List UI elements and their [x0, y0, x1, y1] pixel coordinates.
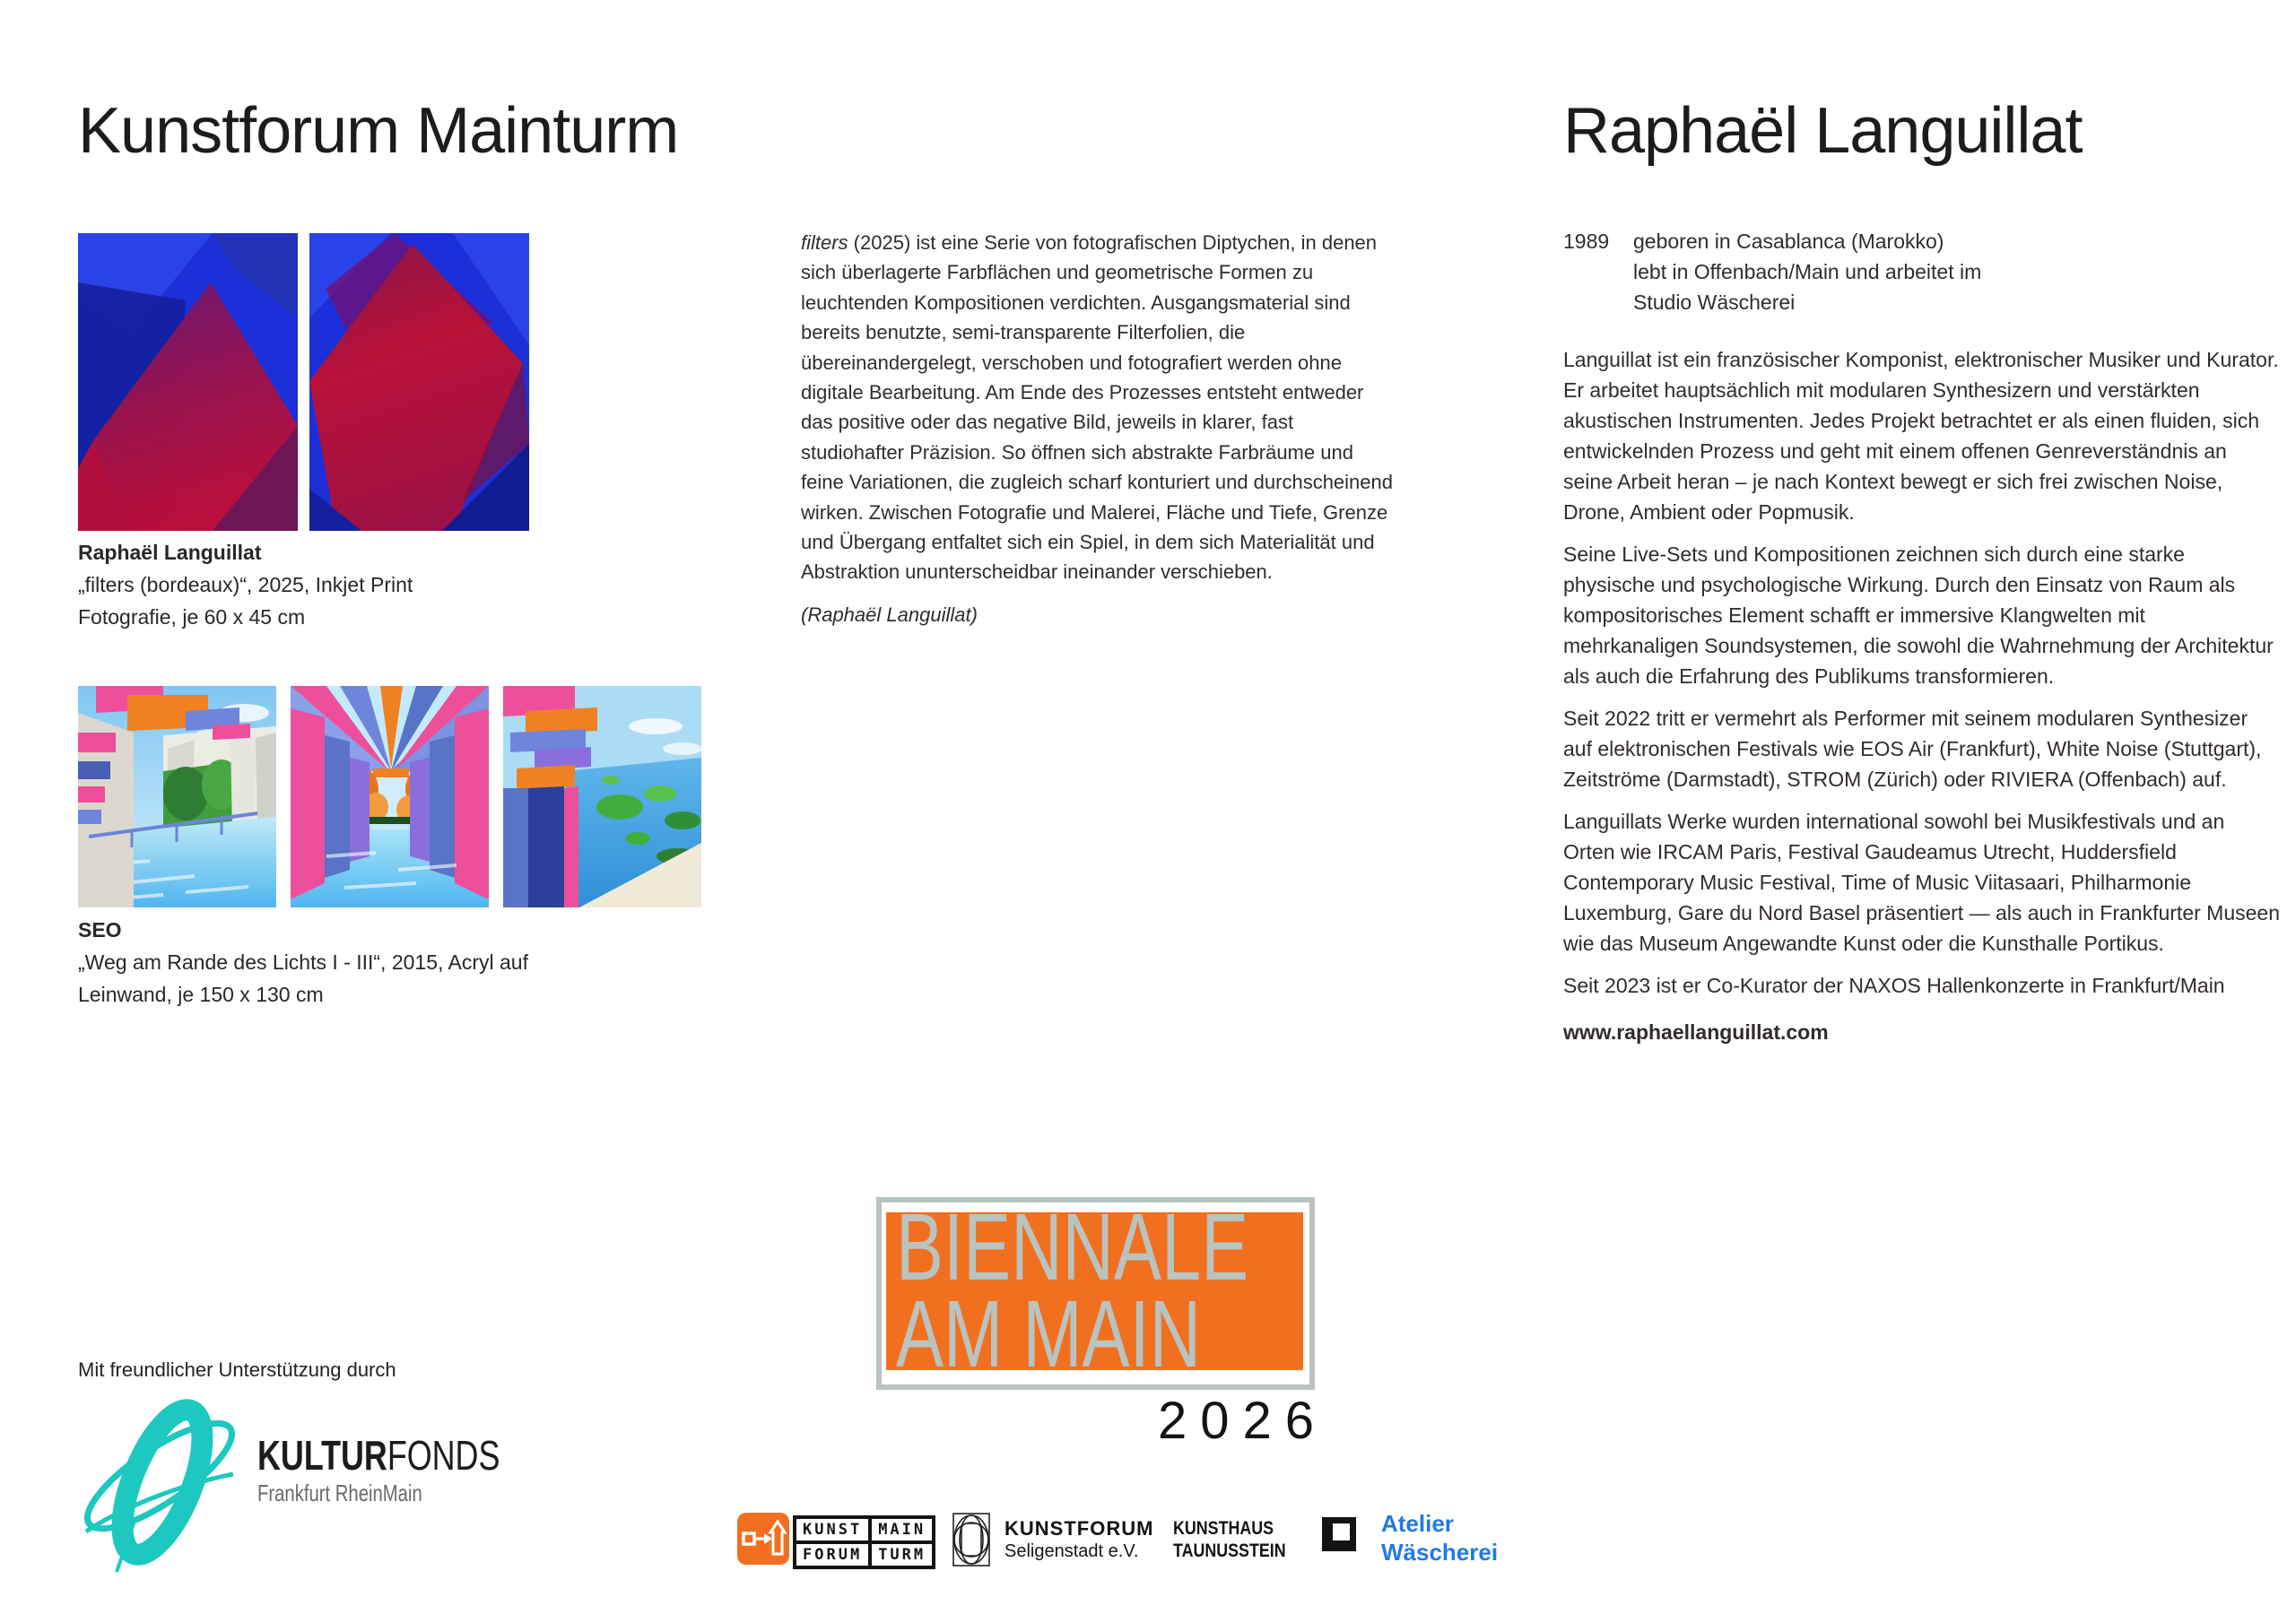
page-title-left: Kunstforum Mainturm [78, 95, 679, 167]
caption-artist-name: SEO [78, 918, 122, 942]
kulturfonds-subtitle: Frankfurt RheinMain [257, 1480, 422, 1506]
mainturm-cell: KUNST [795, 1517, 870, 1542]
bio-paragraph: Seit 2022 tritt er vermehrt als Performer mit seinem modularen Synthesizer auf elektronischen Festivals wie EOS Air (Frankfurt), White Noise (Stuttgart), Zeitströme (Darmstadt), STROM (Zürich) oder RIVIERA (Offenbach) auf. [1563, 707, 2262, 791]
bio-header [1563, 226, 2281, 317]
support-note: Mit freundlicher Unterstützung durch [78, 1358, 396, 1381]
kunsthaus-taunusstein-logo [1173, 1517, 1356, 1562]
page-title-right: Raphaël Languillat [1563, 95, 2083, 167]
bio-line: geboren in Casablanca (Marokko) [1633, 230, 1944, 253]
artwork-weg-panel2-image [291, 686, 489, 907]
kunstforum-mainturm-icon [737, 1513, 789, 1565]
artwork-filters-left-panel-image [78, 233, 298, 531]
statement-body: (2025) ist eine Serie von fotografischen Diptychen, in denen sich überlagerte Farbflächen und geometrische Formen zu leuchtenden Kompositionen verdichten. Ausgangsmaterial sind bereits benutzte, semi-transparente Filterfolien, die übereinandergelegt, verschoben und fotografiert werden ohne digitale Bearbeitung. Am Ende des Prozesses entsteht entweder das positive oder das negative Bild, jeweils in klarer, fast studiohafter Präzision. So öffnen sich abstrakte Farbräume und feine Variationen, die zugleich scharf konturiert und durchscheinend wirken. Zwischen Fotografie und Malerei, Fläche und Tiefe, Grenze und Übergang entfaltet sich ein Spiel, in dem sich Materialität und Abstraktion ununterscheidbar ineinander verschieben. [801, 231, 1393, 584]
biography-column [1563, 226, 2281, 1047]
biennale-wordmark [896, 1194, 1249, 1387]
seligenstadt-oval-icon [949, 1512, 994, 1567]
bio-year: 1989 [1563, 230, 1610, 253]
artwork-weg-triptych [78, 686, 701, 907]
artwork-weg-panel1-image [78, 686, 276, 907]
kulturfonds-logo [257, 1432, 500, 1507]
biennale-am-main-logo [876, 1194, 1327, 1450]
bio-line: Studio Wäscherei [1633, 291, 1796, 314]
bio-paragraph: Seit 2023 ist er Co-Kurator der NAXOS Hallenkonzerte in Frankfurt/Main [1563, 974, 2225, 997]
kunsthaus-text [1173, 1517, 1286, 1562]
artwork-filters-diptych [78, 233, 529, 531]
mainturm-cell: TURM [870, 1542, 934, 1567]
kunsthaus-square-icon [1322, 1517, 1356, 1551]
artist-statement [801, 228, 1397, 629]
caption-artwork-filters [78, 536, 413, 633]
caption-line: „Weg am Rande des Lichts I - III“, 2015, Acryl auf [78, 950, 528, 974]
kunst-main-forum-turm-table [793, 1515, 935, 1569]
statement-text [801, 228, 1397, 587]
kulturfonds-name-light: FONDS [387, 1432, 500, 1479]
biennale-line1: BIENNALE [896, 1194, 1249, 1300]
artwork-weg-panel3-image [503, 686, 701, 907]
caption-line: Fotografie, je 60 x 45 cm [78, 605, 306, 629]
bio-paragraph: Languillat ist ein französischer Komponist, elektronischer Musiker und Kurator. Er arbeitet hauptsächlich mit modularen Synthesizern und verstärkten akustischen Instrumenten. Jedes Projekt betrachtet er als einen fluiden, sich entwickelnden Prozess und geht mit einem offenen Genreverständnis an seine Arbeit heran – je nach Kontext bewegt er sich frei zwischen Noise, Drone, Ambient oder Popmusik. [1563, 348, 2279, 524]
atelier-line2: Wäscherei [1381, 1539, 1499, 1566]
atelier-waescherei-logo [1381, 1509, 1498, 1567]
caption-line: Leinwand, je 150 x 130 cm [78, 983, 324, 1006]
artwork-filters-right-panel-image [309, 233, 529, 531]
seligenstadt-name: KUNSTFORUM [1004, 1517, 1154, 1540]
kunsthaus-line2: TAUNUSSTEIN [1173, 1541, 1286, 1561]
caption-line: „filters (bordeaux)“, 2025, Inkjet Print [78, 573, 413, 596]
seligenstadt-subtitle: Seligenstadt e.V. [1004, 1541, 1139, 1561]
mainturm-cell: MAIN [870, 1517, 934, 1542]
atelier-line1: Atelier [1381, 1510, 1454, 1537]
kunstforum-seligenstadt-logo [949, 1512, 1153, 1567]
bio-lines [1633, 226, 1981, 317]
mainturm-cell: FORUM [795, 1542, 870, 1567]
statement-lead-italic: filters [801, 231, 848, 254]
seligenstadt-text [1004, 1517, 1153, 1562]
bio-line: lebt in Offenbach/Main und arbeitet im [1633, 260, 1982, 283]
kunsthaus-line1: KUNSTHAUS [1173, 1518, 1274, 1539]
biennale-line2: AM MAIN [896, 1281, 1202, 1387]
bio-paragraph: Seine Live-Sets und Kompositionen zeichnen sich durch eine starke physische und psychologische Wirkung. Durch den Einsatz von Raum als kompositorisches Element schafft er immersive Klangwelten mit mehrkanaligen Soundsystemen, die sowohl die Wahrnehmung der Architektur als auch die Erfahrung des Publikums transformieren. [1563, 542, 2274, 688]
kulturfonds-name [257, 1432, 500, 1479]
statement-attribution: (Raphaël Languillat) [801, 603, 978, 626]
kulturfonds-swirl-icon [70, 1388, 249, 1576]
kulturfonds-name-bold: KULTUR [257, 1432, 387, 1479]
artist-website-link[interactable]: www.raphaellanguillat.com [1563, 1020, 1829, 1044]
biennale-year: 2026 [1157, 1392, 1327, 1450]
caption-artist-name: Raphaël Languillat [78, 541, 262, 564]
caption-artwork-weg [78, 914, 528, 1011]
bio-paragraph: Languillats Werke wurden international sowohl bei Musikfestivals und an Orten wie IRCAM Paris, Festival Gaudeamus Utrecht, Huddersfield Contemporary Music Festival, Time of Music Viitasaari, Philharmonie Luxemburg, Gare du Nord Basel präsentiert — als auch in Frankfurter Museen wie das Museum Angewandte Kunst oder die Kunsthalle Portikus. [1563, 810, 2280, 955]
bio-paragraphs [1563, 344, 2281, 1001]
